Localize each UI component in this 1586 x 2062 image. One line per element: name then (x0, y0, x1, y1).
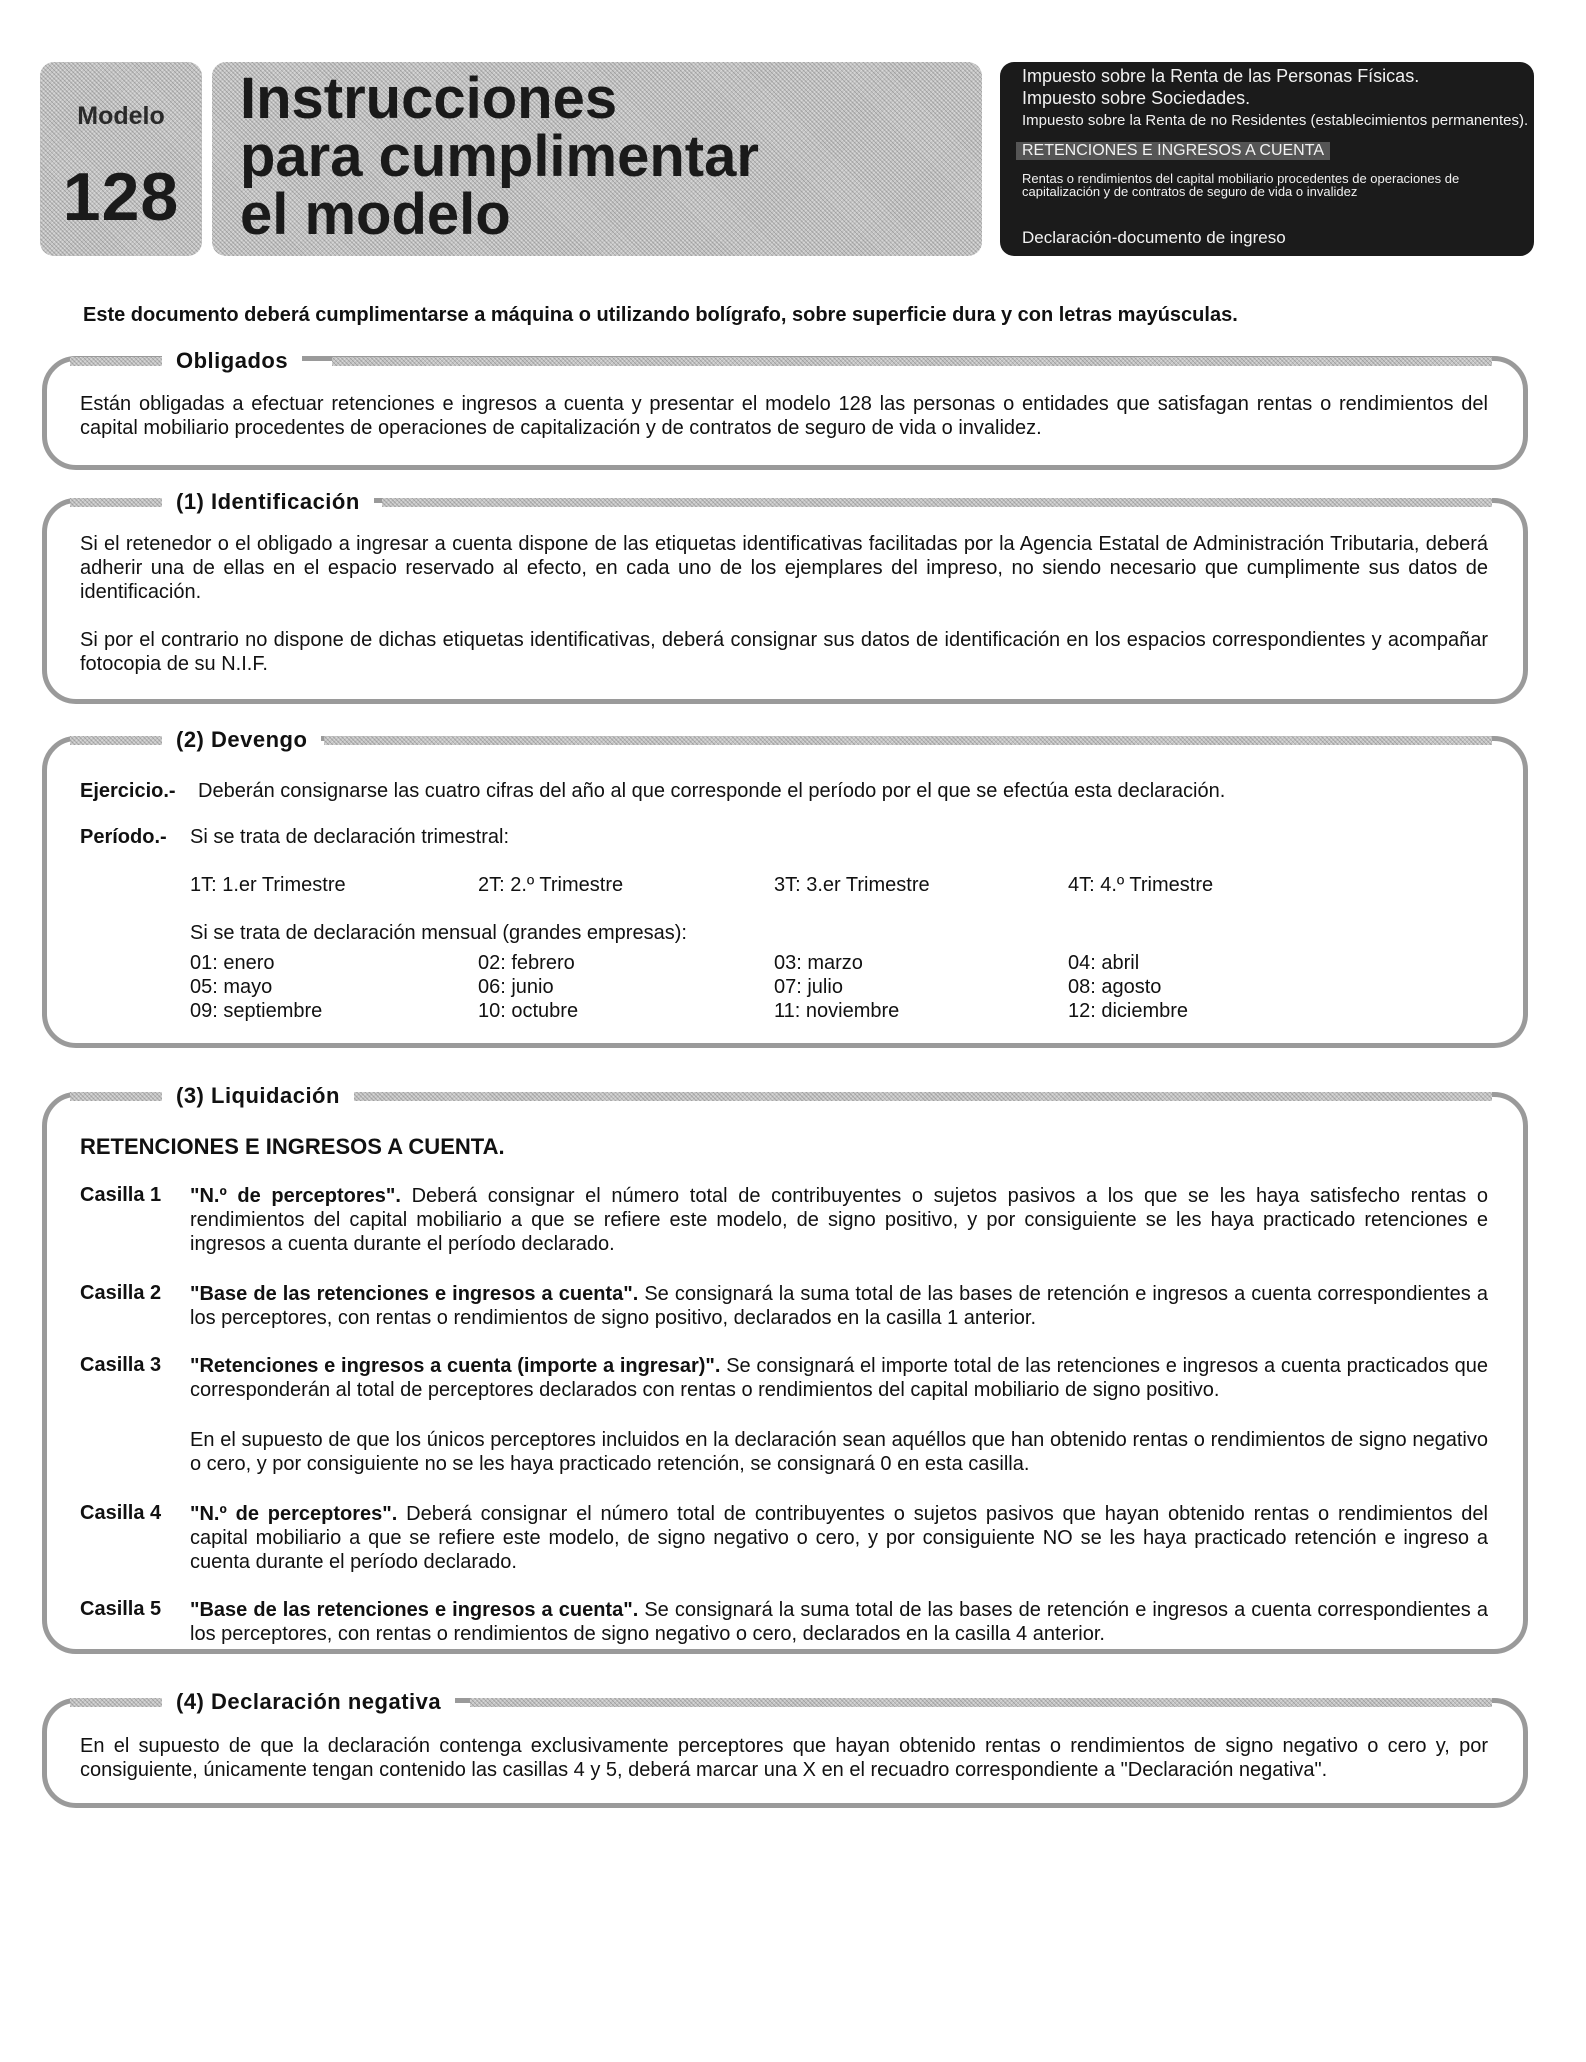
liquidacion-subtitle: RETENCIONES E INGRESOS A CUENTA. (80, 1134, 505, 1159)
section-head-devengo (42, 727, 1528, 755)
section-head-liquidacion (42, 1083, 1528, 1111)
mes-08: 08: agosto (1068, 976, 1162, 998)
trimestre-1: 1T: 1.er Trimestre (190, 874, 346, 896)
tax-line-3: Impuesto sobre la Renta de no Residentes (establecimientos permanentes). (1022, 112, 1529, 129)
identificacion-p2: Si por el contrario no dispone de dichas etiquetas identificativas, deberá consignar sus datos de identificación en los espacios correspondientes y acompañar fotocopia de su N.I.F. (80, 629, 1488, 675)
casilla-1-label: Casilla 1 (80, 1184, 162, 1206)
negativa-text: En el supuesto de que la declaración contenga exclusivamente perceptores que hayan obtenido rentas o rendimientos de signo negativo o cero y, por consiguiente, únicamente tengan contenido las casillas 4 y 5, deberá marcar una X en el recuadro correspondiente a "Declaración negativa". (80, 1735, 1488, 1781)
casilla-1-name: "N.º de perceptores". (190, 1185, 401, 1207)
trimestre-4: 4T: 4.º Trimestre (1068, 874, 1214, 896)
casilla-4-text (190, 1502, 1488, 1574)
mensual-text: Si se trata de declaración mensual (grandes empresas): (190, 922, 687, 944)
casilla-2-text (190, 1282, 1488, 1330)
casilla-5-label: Casilla 5 (80, 1598, 162, 1620)
model-label: Modelo (77, 102, 165, 130)
periodo-label: Período.- (80, 826, 167, 848)
model-badge (40, 62, 202, 256)
mes-02: 02: febrero (478, 952, 575, 974)
trimestre-2: 2T: 2.º Trimestre (478, 874, 624, 896)
title-line-3: el modelo (240, 182, 511, 247)
tax-info-panel (1000, 62, 1534, 256)
ejercicio-text: Deberán consignarse las cuatro cifras del año al que corresponde el período por el que se efectúa esta declaración. (198, 780, 1226, 802)
casilla-4-body: Deberá consignar el número total de contribuyentes o sujetos pasivos que hayan obtenido rentas o rendimientos del capital mobiliario a que se refiere este modelo, de signo negativo o cero, y por consiguiente NO se les haya practicado retención e ingreso a cuenta durante el período declarado. (190, 1503, 1488, 1573)
ejercicio-label: Ejercicio.- (80, 780, 176, 802)
title-line-2: para cumplimentar (240, 124, 759, 189)
mes-05: 05: mayo (190, 976, 273, 998)
tax-line-2: Impuesto sobre Sociedades. (1022, 88, 1251, 108)
casilla-3-body: Se consignará el importe total de las retenciones e ingresos a cuenta practicados que corresponderán al total de perceptores declarados con rentas o rendimientos del capital mobiliario de signo positivo. (190, 1355, 1488, 1401)
casilla-4-name: "N.º de perceptores". (190, 1503, 398, 1525)
casilla-2-label: Casilla 2 (80, 1282, 162, 1304)
casilla-2-name: "Base de las retenciones e ingresos a cuenta". (190, 1283, 639, 1305)
mes-06: 06: junio (478, 976, 554, 998)
section-head-identificacion (42, 489, 1528, 517)
casilla-1-text (190, 1184, 1488, 1256)
section-title: (3) Liquidación (162, 1083, 354, 1109)
title-line-1: Instrucciones (240, 66, 618, 131)
section-head-obligados (42, 348, 1528, 376)
casilla-3-text (190, 1354, 1488, 1402)
identificacion-p1: Si el retenedor o el obligado a ingresar a cuenta dispone de las etiquetas identificativas facilitadas por la Agencia Estatal de Administración Tributaria, deberá adherir una de ellas en el espacio reservado al efecto, en cada uno de los ejemplares del impreso, no siendo necesario que cumplimente sus datos de identificación. (80, 533, 1488, 603)
mes-07: 07: julio (774, 976, 843, 998)
casilla-1-body: Deberá consignar el número total de contribuyentes o sujetos pasivos a los que se les haya satisfecho rentas o rendimientos del capital mobiliario a que se refiere este modelo, de signo positivo, y por consiguiente se les haya practicado retenciones e ingresos a cuenta durante el período declarado. (190, 1185, 1488, 1255)
casilla-3-note: En el supuesto de que los únicos perceptores incluidos en la declaración sean aquéllos que han obtenido rentas o rendimientos de signo negativo o cero, y por consiguiente no se les haya practicado retención, se consignará 0 en esta casilla. (190, 1429, 1488, 1475)
mes-11: 11: noviembre (774, 1000, 900, 1022)
casilla-5-name: "Base de las retenciones e ingresos a cuenta". (190, 1599, 639, 1621)
casilla-3-name: "Retenciones e ingresos a cuenta (importe a ingresar)". (190, 1355, 721, 1377)
intro-instruction: Este documento deberá cumplimentarse a máquina o utilizando bolígrafo, sobre superficie dura y con letras mayúsculas. (83, 304, 1238, 326)
section-title: (4) Declaración negativa (162, 1689, 455, 1715)
section-title: Obligados (162, 348, 302, 374)
mes-09: 09: septiembre (190, 1000, 323, 1022)
casilla-5-text (190, 1598, 1488, 1646)
section-title: (1) Identificación (162, 489, 374, 515)
tax-line-4: RETENCIONES E INGRESOS A CUENTA (1016, 142, 1330, 160)
mes-01: 01: enero (190, 952, 275, 974)
trimestre-3: 3T: 3.er Trimestre (774, 874, 930, 896)
casilla-2-body: Se consignará la suma total de las bases de retención e ingresos a cuenta correspondientes a los perceptores, con rentas o rendimientos de signo positivo, declarados en la casilla 1 anterior. (190, 1283, 1488, 1329)
tax-line-1: Impuesto sobre la Renta de las Personas Físicas. (1022, 66, 1420, 86)
section-head-negativa (42, 1689, 1528, 1717)
tax-line-6: Declaración-documento de ingreso (1022, 228, 1286, 247)
obligados-text: Están obligadas a efectuar retenciones e ingresos a cuenta y presentar el modelo 128 las personas o entidades que satisfagan rentas o rendimientos del capital mobiliario procedentes de operaciones de capitalización y de contratos de seguro de vida o invalidez. (80, 393, 1488, 439)
mes-03: 03: marzo (774, 952, 863, 974)
section-title: (2) Devengo (162, 727, 321, 753)
tax-line-5: Rentas o rendimientos del capital mobiliario procedentes de operaciones de capitalización y de contratos de seguro de vida o invalidez (1022, 171, 1460, 199)
casilla-4-label: Casilla 4 (80, 1502, 162, 1524)
model-number: 128 (62, 159, 180, 235)
mes-04: 04: abril (1068, 952, 1140, 974)
title-banner (212, 62, 982, 256)
mes-12: 12: diciembre (1068, 1000, 1189, 1022)
mes-10: 10: octubre (478, 1000, 579, 1022)
casilla-3-label: Casilla 3 (80, 1354, 162, 1376)
periodo-text: Si se trata de declaración trimestral: (190, 826, 510, 848)
casilla-5-body: Se consignará la suma total de las bases de retención e ingresos a cuenta correspondientes a los perceptores, con rentas o rendimientos de signo negativo o cero, declarados en la casilla 4 anterior. (190, 1599, 1488, 1645)
